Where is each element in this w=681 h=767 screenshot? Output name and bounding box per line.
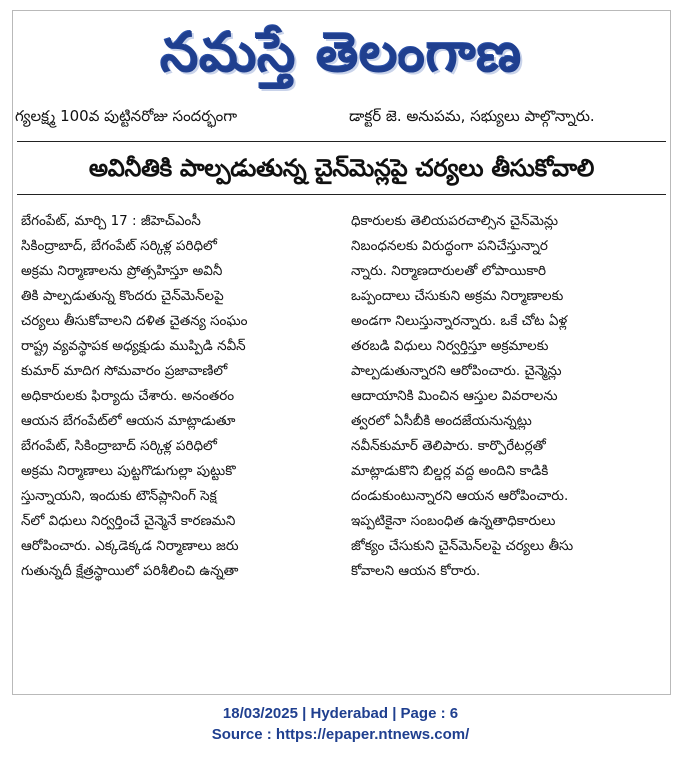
- masthead: [13, 15, 670, 89]
- article-line: పాల్పడుతున్నారని ఆరోపించారు. చైన్మెన్లు: [351, 363, 562, 379]
- article-line: స్తున్నాయని, ఇందుకు టౌన్‌ప్లానింగ్ సెక్ష: [21, 488, 217, 504]
- article-line: న్‌లో విధులు నిర్వర్తించే చైన్మెనే కారణమని: [21, 513, 236, 529]
- article-line: అధికారులకు ఫిర్యాదు చేశారు. అనంతరం: [21, 388, 235, 404]
- article-line: నవీన్‌కుమార్ తెలిపారు. కార్పొరేటర్లతో: [351, 438, 546, 454]
- article-line: చర్యలు తీసుకోవాలని దళిత చైతన్య సంఘం: [21, 313, 248, 329]
- article-line: ధికారులకు తెలియపరచాల్సిన చైన్‌మెన్లు: [351, 213, 559, 229]
- article-line: సికింద్రాబాద్, బేగంపేట్ సర్కిళ్ల పరిధిలో: [21, 238, 217, 254]
- article-column-right: [351, 209, 657, 584]
- photo-caption-right: డాక్టర్ జె. అనుపమ, సభ్యులు పాల్గొన్నారు.: [349, 107, 595, 125]
- article-line: ఆదాయానికి మించిన ఆస్తుల వివరాలను: [351, 388, 558, 404]
- article-line: బేగంపేట్, సికింద్రాబాద్ సర్కిళ్ల పరిధిలో: [21, 438, 217, 454]
- article-line: తికి పాల్పడుతున్న కొందరు చైన్‌మెన్‌లపై: [21, 288, 224, 304]
- article-headline: అవినీతికి పాల్పడుతున్న చైన్‌మెన్లపై చర్యలు తీసుకోవాలి: [88, 154, 595, 182]
- newspaper-clipping: [12, 10, 671, 695]
- article-line: ఆయన బేగంపేట్‌లో ఆయన మాట్లాడుతూ: [21, 413, 236, 429]
- photo-caption-row: [13, 101, 670, 131]
- divider-bottom: [17, 194, 666, 195]
- footer-source: Source : https://epaper.ntnews.com/: [211, 726, 470, 743]
- article-line: తరబడి విధులు నిర్వర్తిస్తూ అక్రమాలకు: [351, 338, 549, 354]
- article-line: కుమార్ మాదిగ సోమవారం ప్రజావాణిలో: [21, 363, 228, 379]
- article-line: ఒప్పందాలు చేసుకుని అక్రమ నిర్మాణాలకు: [351, 288, 564, 304]
- photo-caption-left: గ్యలక్ష్మ 100వ పుట్టినరోజు సందర్భంగా: [15, 107, 238, 125]
- article-line: ఆరోపించారు. ఎక్కడెక్కడ నిర్మాణాలు జరు: [21, 538, 239, 554]
- article-line: నిబంధనలకు విరుద్ధంగా పనిచేస్తున్నార: [351, 238, 548, 254]
- article-line: రాష్ట్ర వ్యవస్థాపక అధ్యక్షుడు ముప్పిడి నవీన్: [21, 338, 246, 354]
- article-line: మాట్లాడుకొని బిల్డర్ల వద్ద అందిని కాడికి: [351, 463, 549, 479]
- article-line: బేగంపేట్, మార్చి 17 : జీహెచ్ఎంసీ: [21, 213, 201, 229]
- article-line: అండగా నిలుస్తున్నారన్నారు. ఒకే చోట ఏళ్ల: [351, 313, 568, 329]
- footer: [0, 703, 681, 745]
- article-line: ఇప్పటికైనా సంబంధిత ఉన్నతాధికారులు: [351, 513, 556, 529]
- divider-top: [17, 141, 666, 142]
- article-column-left: [21, 209, 327, 584]
- footer-meta: 18/03/2025 | Hyderabad | Page : 6: [222, 705, 459, 722]
- article-line: అక్రమ నిర్మాణాలు పుట్టగొడుగుల్లా పుట్టుకొ: [21, 463, 236, 479]
- article-line: దండుకుంటున్నారని ఆయన ఆరోపించారు.: [351, 488, 569, 504]
- article-line: అక్రమ నిర్మాణాలను ప్రోత్సహిస్తూ అవినీ: [21, 263, 223, 279]
- article-line: జోక్యం చేసుకుని చైన్‌మెన్‌లపై చర్యలు తీసు: [351, 538, 574, 554]
- article-line: న్నారు. నిర్మాణదారులతో లోపాయికారి: [351, 263, 547, 279]
- masthead-title: నమస్తే తెలంగాణ: [160, 20, 523, 84]
- article-line: గుతున్నదీ క్షేత్రస్థాయిలో పరిశీలించి ఉన్నతా: [21, 563, 239, 579]
- article-line: కోవాలని ఆయన కోరారు.: [351, 563, 481, 579]
- article-line: త్వరలో ఏసీబీకి అందజేయనున్నట్లు: [351, 413, 532, 429]
